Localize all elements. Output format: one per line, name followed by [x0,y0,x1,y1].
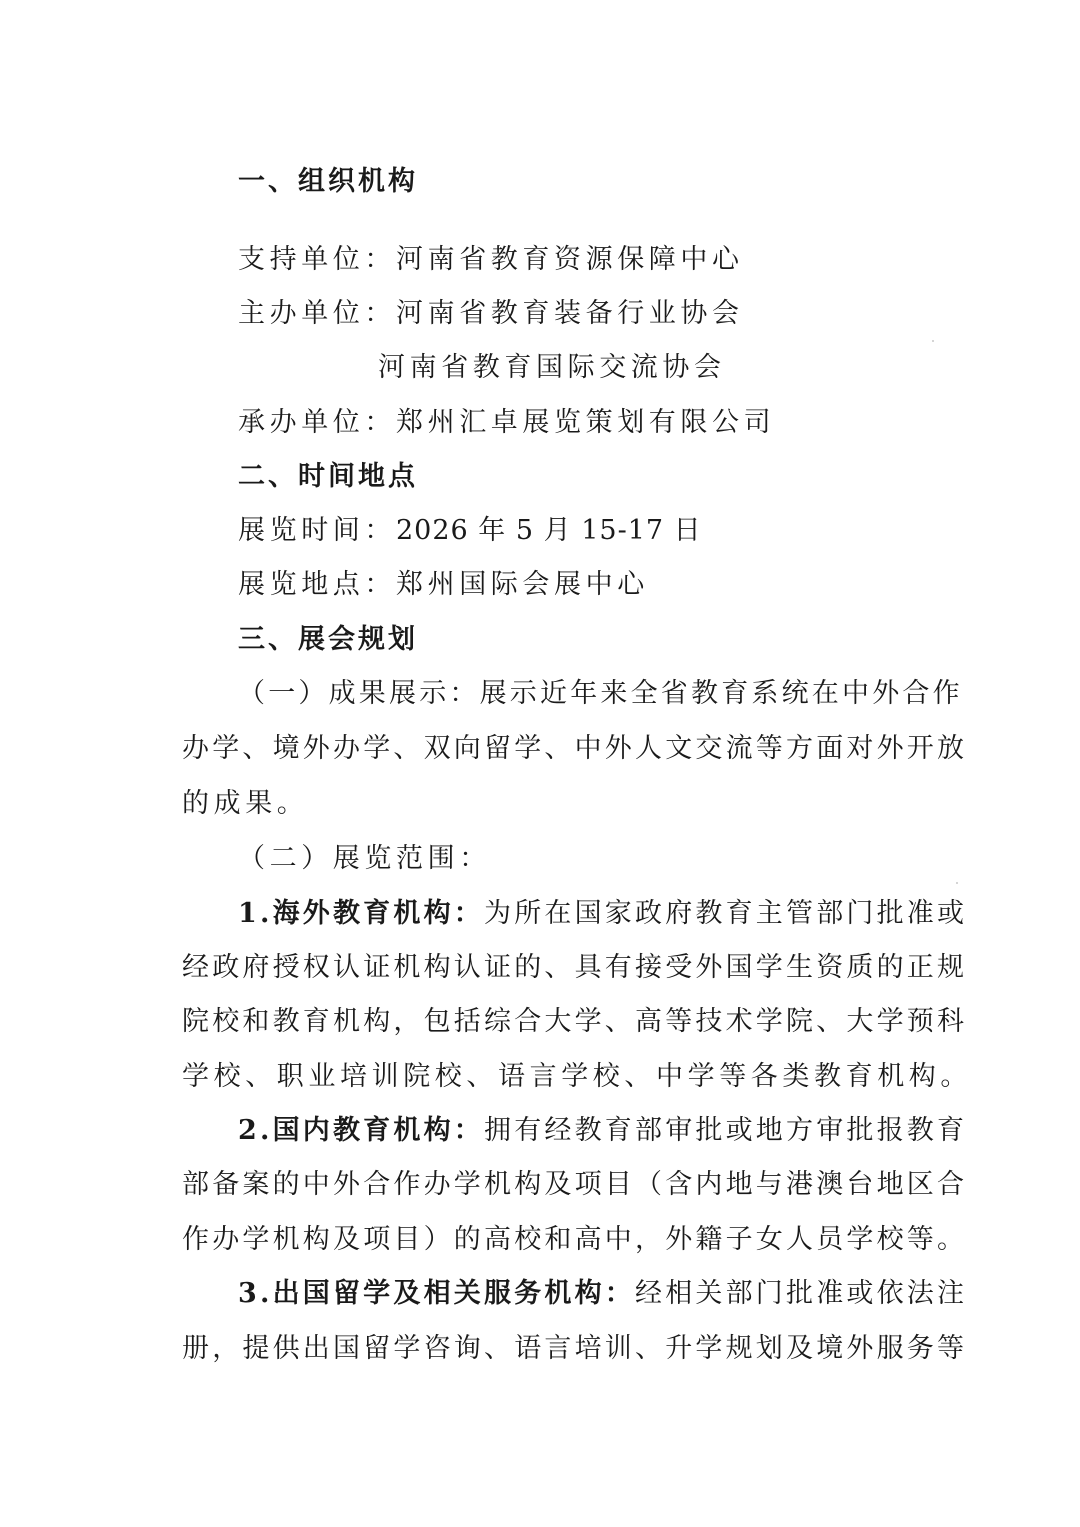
item1-line-4: 学校、职业培训院校、语言学校、中学等各类教育机构。 [182,1061,972,1092]
item1-line1-text: 为所在国家政府教育主管部门批准或 [484,898,968,929]
item1-line-1 [238,896,968,932]
section-heading-planning: 三、展会规划 [238,624,418,655]
organizer-unit-line [238,405,775,441]
organizer-unit-label: 承办单位： [238,407,396,438]
exhibition-place-line [238,567,649,603]
item2-line-3: 作办学机构及项目）的高校和高中，外籍子女人员学校等。 [182,1224,968,1255]
exhibition-time-value: 2026 年 5 月 15-17 日 [396,515,702,546]
host-unit-line [238,296,744,332]
item2-line1-text: 拥有经教育部审批或地方审批报教育 [484,1115,968,1146]
item2-line-2: 部备案的中外合作办学机构及项目（含内地与港澳台地区合 [182,1169,968,1200]
exhibition-time-label: 展览时间： [238,515,396,546]
section-heading-time-place: 二、时间地点 [238,461,418,492]
scope-heading: （二）展览范围： [238,843,491,874]
host-unit-value-1: 河南省教育装备行业协会 [396,298,744,329]
scan-speck [956,882,958,884]
item3-line1-text: 经相关部门批准或依法注 [635,1278,968,1309]
exhibition-time-line [238,513,702,549]
exhibition-place-label: 展览地点： [238,569,396,600]
section-heading-organization: 一、组织机构 [238,166,418,197]
organizer-unit-value: 郑州汇卓展览策划有限公司 [396,407,776,438]
support-unit-line [238,242,744,278]
exhibition-place-value: 郑州国际会展中心 [396,569,649,600]
achievement-line-3: 的成果。 [182,788,309,819]
support-unit-value: 河南省教育资源保障中心 [396,244,744,275]
item2-line-1 [238,1113,968,1149]
support-unit-label: 支持单位： [238,244,396,275]
item3-line-1 [238,1276,968,1312]
item2-title: 2.国内教育机构： [238,1115,484,1146]
host-unit-label: 主办单位： [238,298,396,329]
item1-line-3: 院校和教育机构，包括综合大学、高等技术学院、大学预科 [182,1006,968,1037]
item3-line-2: 册，提供出国留学咨询、语言培训、升学规划及境外服务等 [182,1333,968,1364]
item3-title: 3.出国留学及相关服务机构： [238,1278,635,1309]
host-unit-value-2: 河南省教育国际交流协会 [378,352,726,383]
achievement-line-2: 办学、境外办学、双向留学、中外人文交流等方面对外开放 [182,733,968,764]
scan-speck [932,340,934,342]
item1-line-2: 经政府授权认证机构认证的、具有接受外国学生资质的正规 [182,952,968,983]
achievement-line-1: （一）成果展示：展示近年来全省教育系统在中外合作 [238,678,963,709]
item1-title: 1.海外教育机构： [238,898,484,929]
